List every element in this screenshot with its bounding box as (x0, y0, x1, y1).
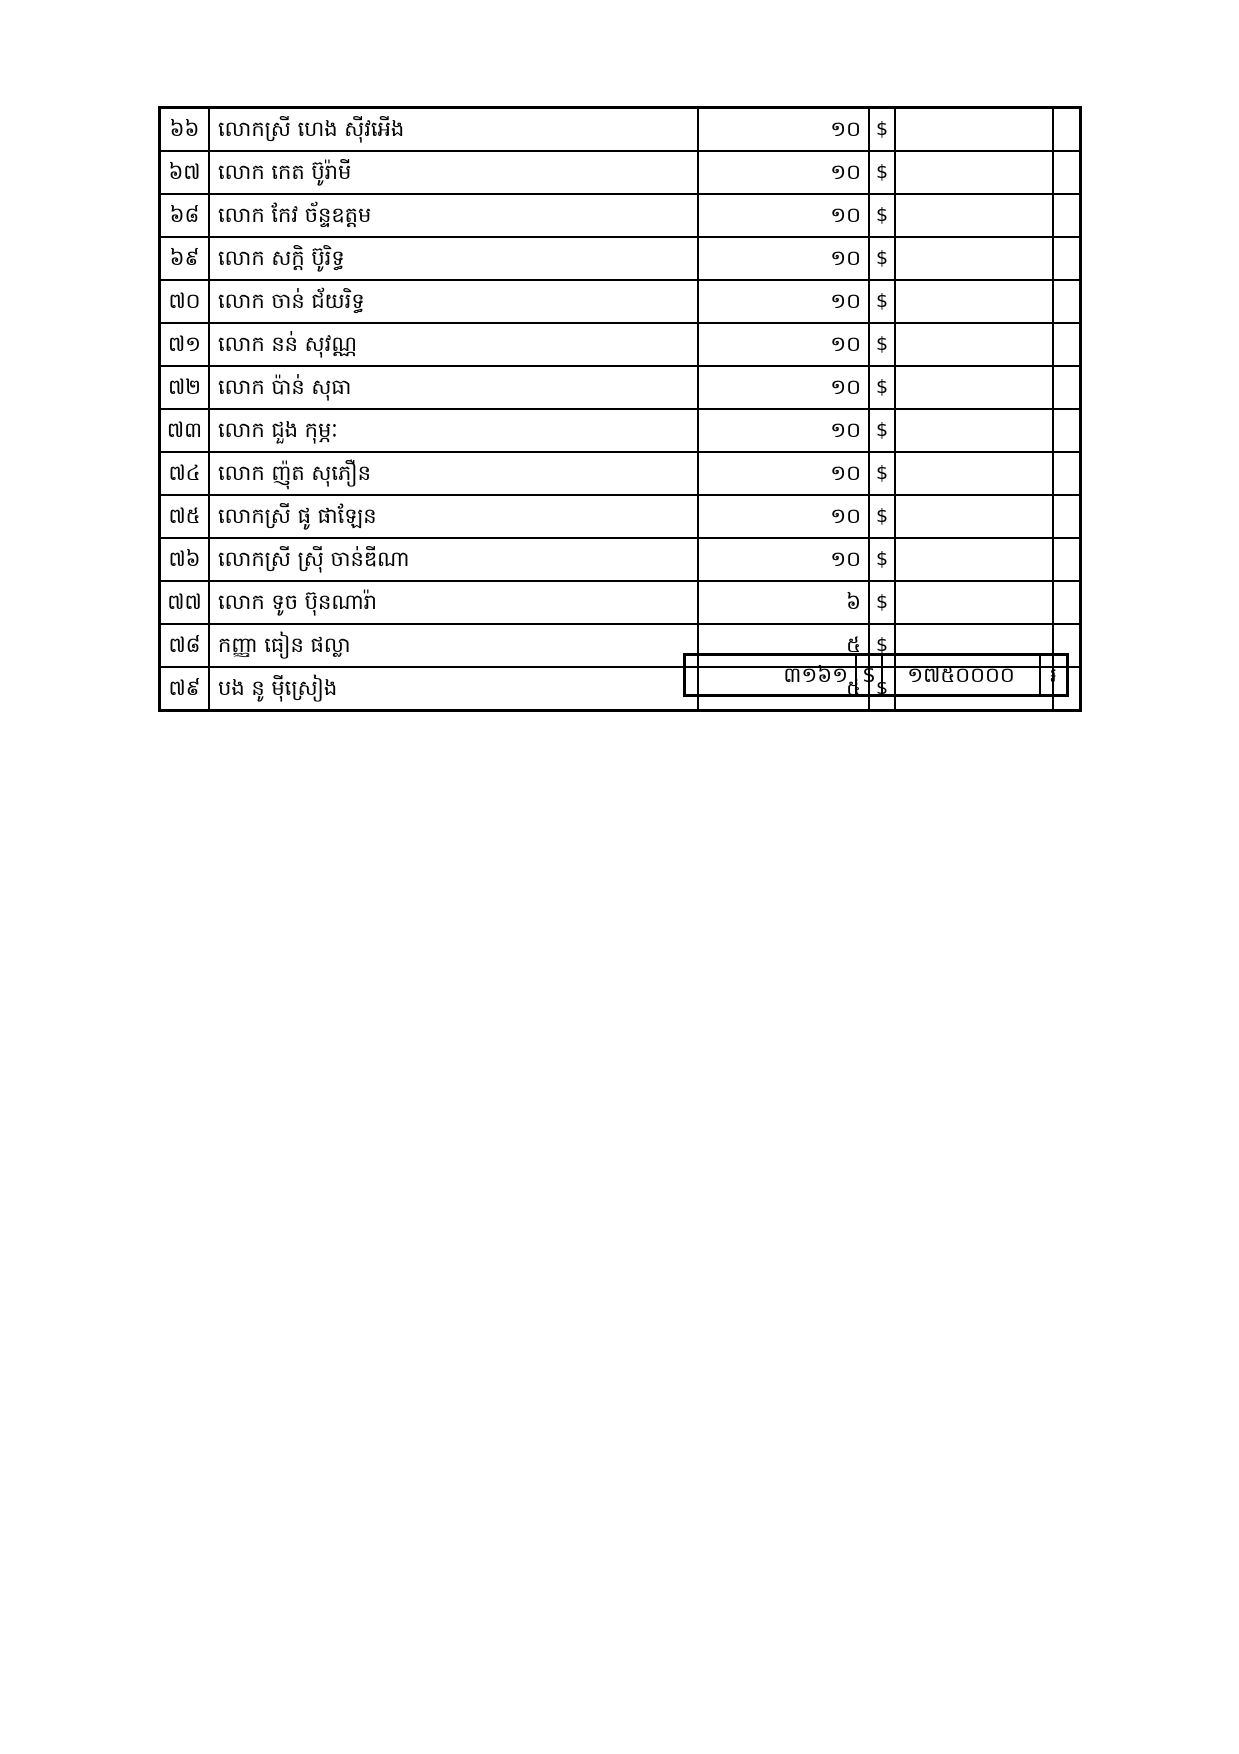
row-number-cell: ៧៤ (160, 452, 210, 495)
row-number-cell: ៧២ (160, 366, 210, 409)
dollar-symbol-cell: $ (869, 237, 895, 280)
dollar-symbol-cell: $ (869, 667, 895, 711)
row-number-cell: ៧៥ (160, 495, 210, 538)
dollar-symbol-cell: $ (869, 452, 895, 495)
riel-symbol-cell-empty (1053, 409, 1081, 452)
dollar-symbol-cell: $ (869, 151, 895, 194)
riel-symbol-cell-empty (1053, 323, 1081, 366)
table-row (160, 581, 1081, 624)
payment-table (158, 106, 1082, 712)
table-row (160, 151, 1081, 194)
riel-symbol-cell-empty (1053, 280, 1081, 323)
usd-amount-cell: ៥ (698, 667, 869, 711)
table-row (160, 280, 1081, 323)
riel-amount-cell-empty (895, 194, 1053, 237)
person-name-cell: លោក កេត ប៊ូរ៉ាមី (209, 151, 698, 194)
person-name-cell: លោក សក្តិ ប៊ូរិទ្ធ (209, 237, 698, 280)
usd-amount-cell: ១០ (698, 452, 869, 495)
row-number-cell: ៧១ (160, 323, 210, 366)
dollar-symbol-cell: $ (869, 366, 895, 409)
riel-amount-cell-empty (895, 366, 1053, 409)
row-number-cell: ៧៣ (160, 409, 210, 452)
table-row (160, 538, 1081, 581)
person-name-cell: លោកស្រី ហេង ស៊ីវអើង (209, 108, 698, 152)
table-row (160, 409, 1081, 452)
riel-amount-cell-empty (895, 280, 1053, 323)
table-row (160, 323, 1081, 366)
riel-amount-cell-empty (895, 151, 1053, 194)
riel-amount-cell-empty (895, 108, 1053, 152)
table-row (160, 452, 1081, 495)
total-usd-symbol: $ (856, 655, 882, 696)
dollar-symbol-cell: $ (869, 538, 895, 581)
dollar-symbol-cell: $ (869, 194, 895, 237)
riel-amount-cell-empty (895, 538, 1053, 581)
person-name-cell: លោក ទូច ប៊ុនណារ៉ា (209, 581, 698, 624)
row-number-cell: ៧៧ (160, 581, 210, 624)
dollar-symbol-cell: $ (869, 624, 895, 667)
riel-amount-cell-empty (895, 581, 1053, 624)
riel-symbol-cell-empty (1053, 495, 1081, 538)
usd-amount-cell: ១០ (698, 108, 869, 152)
person-name-cell: លោកស្រី ស្រ៊ី ចាន់ឌីណា (209, 538, 698, 581)
usd-amount-cell: ១០ (698, 495, 869, 538)
total-usd-amount: ៣១៦១ (685, 655, 857, 696)
riel-symbol-cell-empty (1053, 194, 1081, 237)
row-number-cell: ៦៨ (160, 194, 210, 237)
table-row (160, 237, 1081, 280)
dollar-symbol-cell: $ (869, 323, 895, 366)
row-number-cell: ៧០ (160, 280, 210, 323)
person-name-cell: កញ្ញា ធៀន ផល្លា (209, 624, 698, 667)
riel-symbol-cell-empty (1053, 151, 1081, 194)
usd-amount-cell: ១០ (698, 280, 869, 323)
riel-amount-cell-empty (895, 495, 1053, 538)
riel-amount-cell-empty (895, 323, 1053, 366)
table-row (160, 194, 1081, 237)
row-number-cell: ៧៩ (160, 667, 210, 711)
person-name-cell: លោក ចាន់ ជ័យរិទ្ធ (209, 280, 698, 323)
person-name-cell: លោក ប៉ាន់ សុធា (209, 366, 698, 409)
riel-symbol-cell-empty (1053, 538, 1081, 581)
payment-table-body (160, 108, 1081, 711)
riel-amount-cell-empty (895, 409, 1053, 452)
total-riel-amount: ១៧៥០០០០ (882, 655, 1040, 696)
dollar-symbol-cell: $ (869, 581, 895, 624)
riel-symbol-cell-empty (1053, 581, 1081, 624)
row-number-cell: ៧៦ (160, 538, 210, 581)
usd-amount-cell: ១០ (698, 194, 869, 237)
dollar-symbol-cell: $ (869, 108, 895, 152)
person-name-cell: លោក នន់ សុវណ្ណ (209, 323, 698, 366)
riel-amount-cell-empty (895, 237, 1053, 280)
row-number-cell: ៧៨ (160, 624, 210, 667)
riel-symbol-cell-empty (1053, 366, 1081, 409)
person-name-cell: បង នូ មុីស្រៀង (209, 667, 698, 711)
person-name-cell: លោក ជួង កុម្ភៈ (209, 409, 698, 452)
usd-amount-cell: ១០ (698, 538, 869, 581)
usd-amount-cell: ១០ (698, 237, 869, 280)
person-name-cell: លោកស្រី ផូ ផាឡែន (209, 495, 698, 538)
total-row-cells (685, 655, 1068, 696)
person-name-cell: លោក កែវ ច័ន្ទឧត្តម (209, 194, 698, 237)
table-row (160, 366, 1081, 409)
usd-amount-cell: ៥ (698, 624, 869, 667)
riel-symbol-cell-empty (1053, 108, 1081, 152)
riel-symbol: ៛ (1040, 655, 1068, 696)
dollar-symbol-cell: $ (869, 495, 895, 538)
riel-symbol-cell-empty (1053, 452, 1081, 495)
usd-amount-cell: ១០ (698, 366, 869, 409)
usd-amount-cell: ៦ (698, 581, 869, 624)
person-name-cell: លោក ញ៉ុត សុភឿន (209, 452, 698, 495)
row-number-cell: ៦៧ (160, 151, 210, 194)
usd-amount-cell: ១០ (698, 409, 869, 452)
riel-amount-cell-empty (895, 452, 1053, 495)
row-number-cell: ៦៩ (160, 237, 210, 280)
usd-amount-cell: ១០ (698, 151, 869, 194)
table-row (160, 108, 1081, 152)
usd-amount-cell: ១០ (698, 323, 869, 366)
total-row (683, 653, 1069, 697)
dollar-symbol-cell: $ (869, 409, 895, 452)
row-number-cell: ៦៦ (160, 108, 210, 152)
dollar-symbol-cell: $ (869, 280, 895, 323)
table-row (160, 495, 1081, 538)
riel-symbol-cell-empty (1053, 237, 1081, 280)
